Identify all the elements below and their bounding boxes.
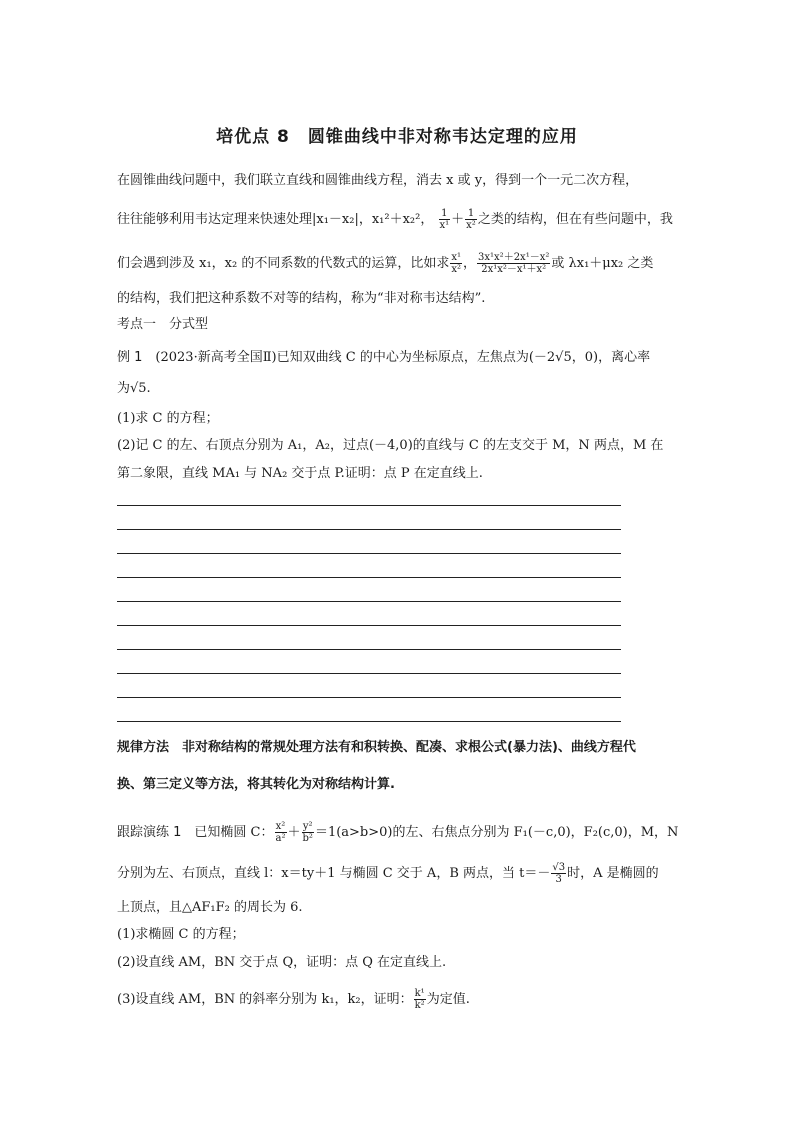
example-1-line-2: 为√5. bbox=[117, 381, 151, 396]
method-line-1 bbox=[117, 739, 679, 757]
fraction-numerator: y² bbox=[302, 821, 313, 832]
example-1-text: (2023·新高考全国Ⅱ)已知双曲线 C 的中心为坐标原点，左焦点为(－2√5，0)，离心率 bbox=[155, 350, 651, 365]
fraction-one-over-x1 bbox=[439, 208, 451, 231]
practice-1-label: 跟踪演练 1 bbox=[117, 825, 182, 840]
example-1-question-2a: (2)记 C 的左、右顶点分别为 A₁，A₂，过点(－4,0)的直线与 C 的左支交于 M，N 两点，M 在 bbox=[117, 438, 664, 453]
fraction-complex-expression bbox=[477, 252, 550, 275]
practice-1-line-1 bbox=[117, 821, 679, 844]
fraction-numerator: 1 bbox=[465, 208, 477, 220]
method-label: 规律方法 bbox=[117, 740, 170, 755]
plus-sign: ＋ bbox=[451, 212, 465, 227]
intro-line-4: 的结构，我们把这种系数不对等的结构，称为“非对称韦达结构”. bbox=[117, 291, 486, 306]
plus-sign: ＋ bbox=[287, 825, 301, 840]
answer-line bbox=[117, 553, 621, 554]
fraction-denominator: 3 bbox=[555, 874, 562, 885]
method-text: 非对称结构的常规处理方法有和积转换、配凑、求根公式(暴力法)、曲线方程代 bbox=[182, 740, 636, 755]
practice-1-question-3-text-a: (3)设直线 AM，BN 的斜率分别为 k₁，k₂，证明： bbox=[117, 992, 413, 1007]
practice-1-text-b: ＝1(a>b>0)的左、右焦点分别为 F₁(－c,0)，F₂(c,0)，M，N bbox=[314, 825, 679, 840]
fraction-numerator: 1 bbox=[439, 208, 451, 220]
intro-line-3-text-b: 或 λx₁＋μx₂ 之类 bbox=[551, 256, 654, 271]
intro-line-2 bbox=[117, 208, 679, 231]
fraction-numerator: x¹ bbox=[451, 252, 462, 263]
practice-1-question-1: (1)求椭圆 C 的方程； bbox=[117, 927, 245, 942]
example-1-question-1: (1)求 C 的方程； bbox=[117, 411, 219, 426]
fraction-one-over-x2 bbox=[465, 208, 477, 231]
fraction-denominator: a² bbox=[275, 833, 286, 844]
answer-line bbox=[117, 601, 621, 602]
answer-line bbox=[117, 505, 621, 506]
intro-line-3 bbox=[117, 252, 679, 275]
fraction-y2-over-b2 bbox=[302, 821, 314, 844]
intro-line-1: 在圆锥曲线问题中，我们联立直线和圆锥曲线方程，消去 x 或 y，得到一个一元二次方程， bbox=[117, 173, 639, 188]
practice-1-line-2-text-a: 分别为左、右顶点，直线 l：x＝ty＋1 与椭圆 C 交于 A，B 两点，当 t＝－ bbox=[117, 866, 551, 881]
fraction-denominator: x¹ bbox=[439, 220, 450, 231]
comma: ， bbox=[463, 256, 477, 271]
answer-line bbox=[117, 577, 621, 578]
practice-1-line-3: 上顶点，且△AF₁F₂ 的周长为 6. bbox=[117, 900, 303, 915]
practice-1-line-2 bbox=[117, 862, 679, 885]
page-title: 培优点 8 圆锥曲线中非对称韦达定理的应用 bbox=[216, 127, 578, 147]
answer-line bbox=[117, 529, 621, 530]
intro-line-2-text-a: 往往能够利用韦达定理来快速处理|x₁－x₂|，x₁²＋x₂²， bbox=[117, 212, 434, 227]
practice-1-question-3-text-b: 为定值. bbox=[426, 992, 470, 1007]
fraction-denominator: x² bbox=[466, 220, 476, 231]
fraction-k1-over-k2 bbox=[414, 988, 426, 1011]
fraction-numerator: k¹ bbox=[414, 988, 425, 999]
example-1-question-2b: 第二象限，直线 MA₁ 与 NA₂ 交于点 P.证明：点 P 在定直线上. bbox=[117, 466, 483, 481]
example-1-label: 例 1 bbox=[117, 350, 143, 365]
fraction-numerator: 3x¹x²＋2x¹－x² bbox=[478, 252, 550, 263]
fraction-x1-over-x2 bbox=[450, 252, 462, 275]
answer-line bbox=[117, 697, 621, 698]
practice-1-question-2: (2)设直线 AM，BN 交于点 Q，证明：点 Q 在定直线上. bbox=[117, 955, 447, 970]
practice-1-text-a: 已知椭圆 C： bbox=[194, 825, 274, 840]
fraction-sqrt3-over-3 bbox=[551, 862, 566, 885]
answer-line bbox=[117, 649, 621, 650]
intro-line-3-text-a: 们会遇到涉及 x₁，x₂ 的不同系数的代数式的运算，比如求 bbox=[117, 256, 450, 271]
practice-1-line-2-text-b: 时，A 是椭圆的 bbox=[567, 866, 659, 881]
fraction-numerator: x² bbox=[275, 821, 286, 832]
fraction-denominator: 2x¹x²－x¹＋x² bbox=[481, 264, 547, 275]
practice-1-question-3 bbox=[117, 988, 679, 1011]
answer-line bbox=[117, 625, 621, 626]
answer-line bbox=[117, 673, 621, 674]
method-line-2: 换、第三定义等方法，将其转化为对称结构计算. bbox=[117, 777, 395, 792]
fraction-numerator: √3 bbox=[552, 862, 566, 873]
fraction-denominator: k² bbox=[414, 1000, 425, 1011]
answer-line bbox=[117, 721, 621, 722]
section-heading-1: 考点一 分式型 bbox=[117, 317, 209, 332]
fraction-x2-over-a2 bbox=[275, 821, 287, 844]
fraction-denominator: b² bbox=[302, 833, 313, 844]
fraction-denominator: x² bbox=[451, 264, 462, 275]
example-1-line-1 bbox=[117, 349, 679, 367]
intro-line-2-text-b: 之类的结构，但在有些问题中，我 bbox=[477, 212, 673, 227]
